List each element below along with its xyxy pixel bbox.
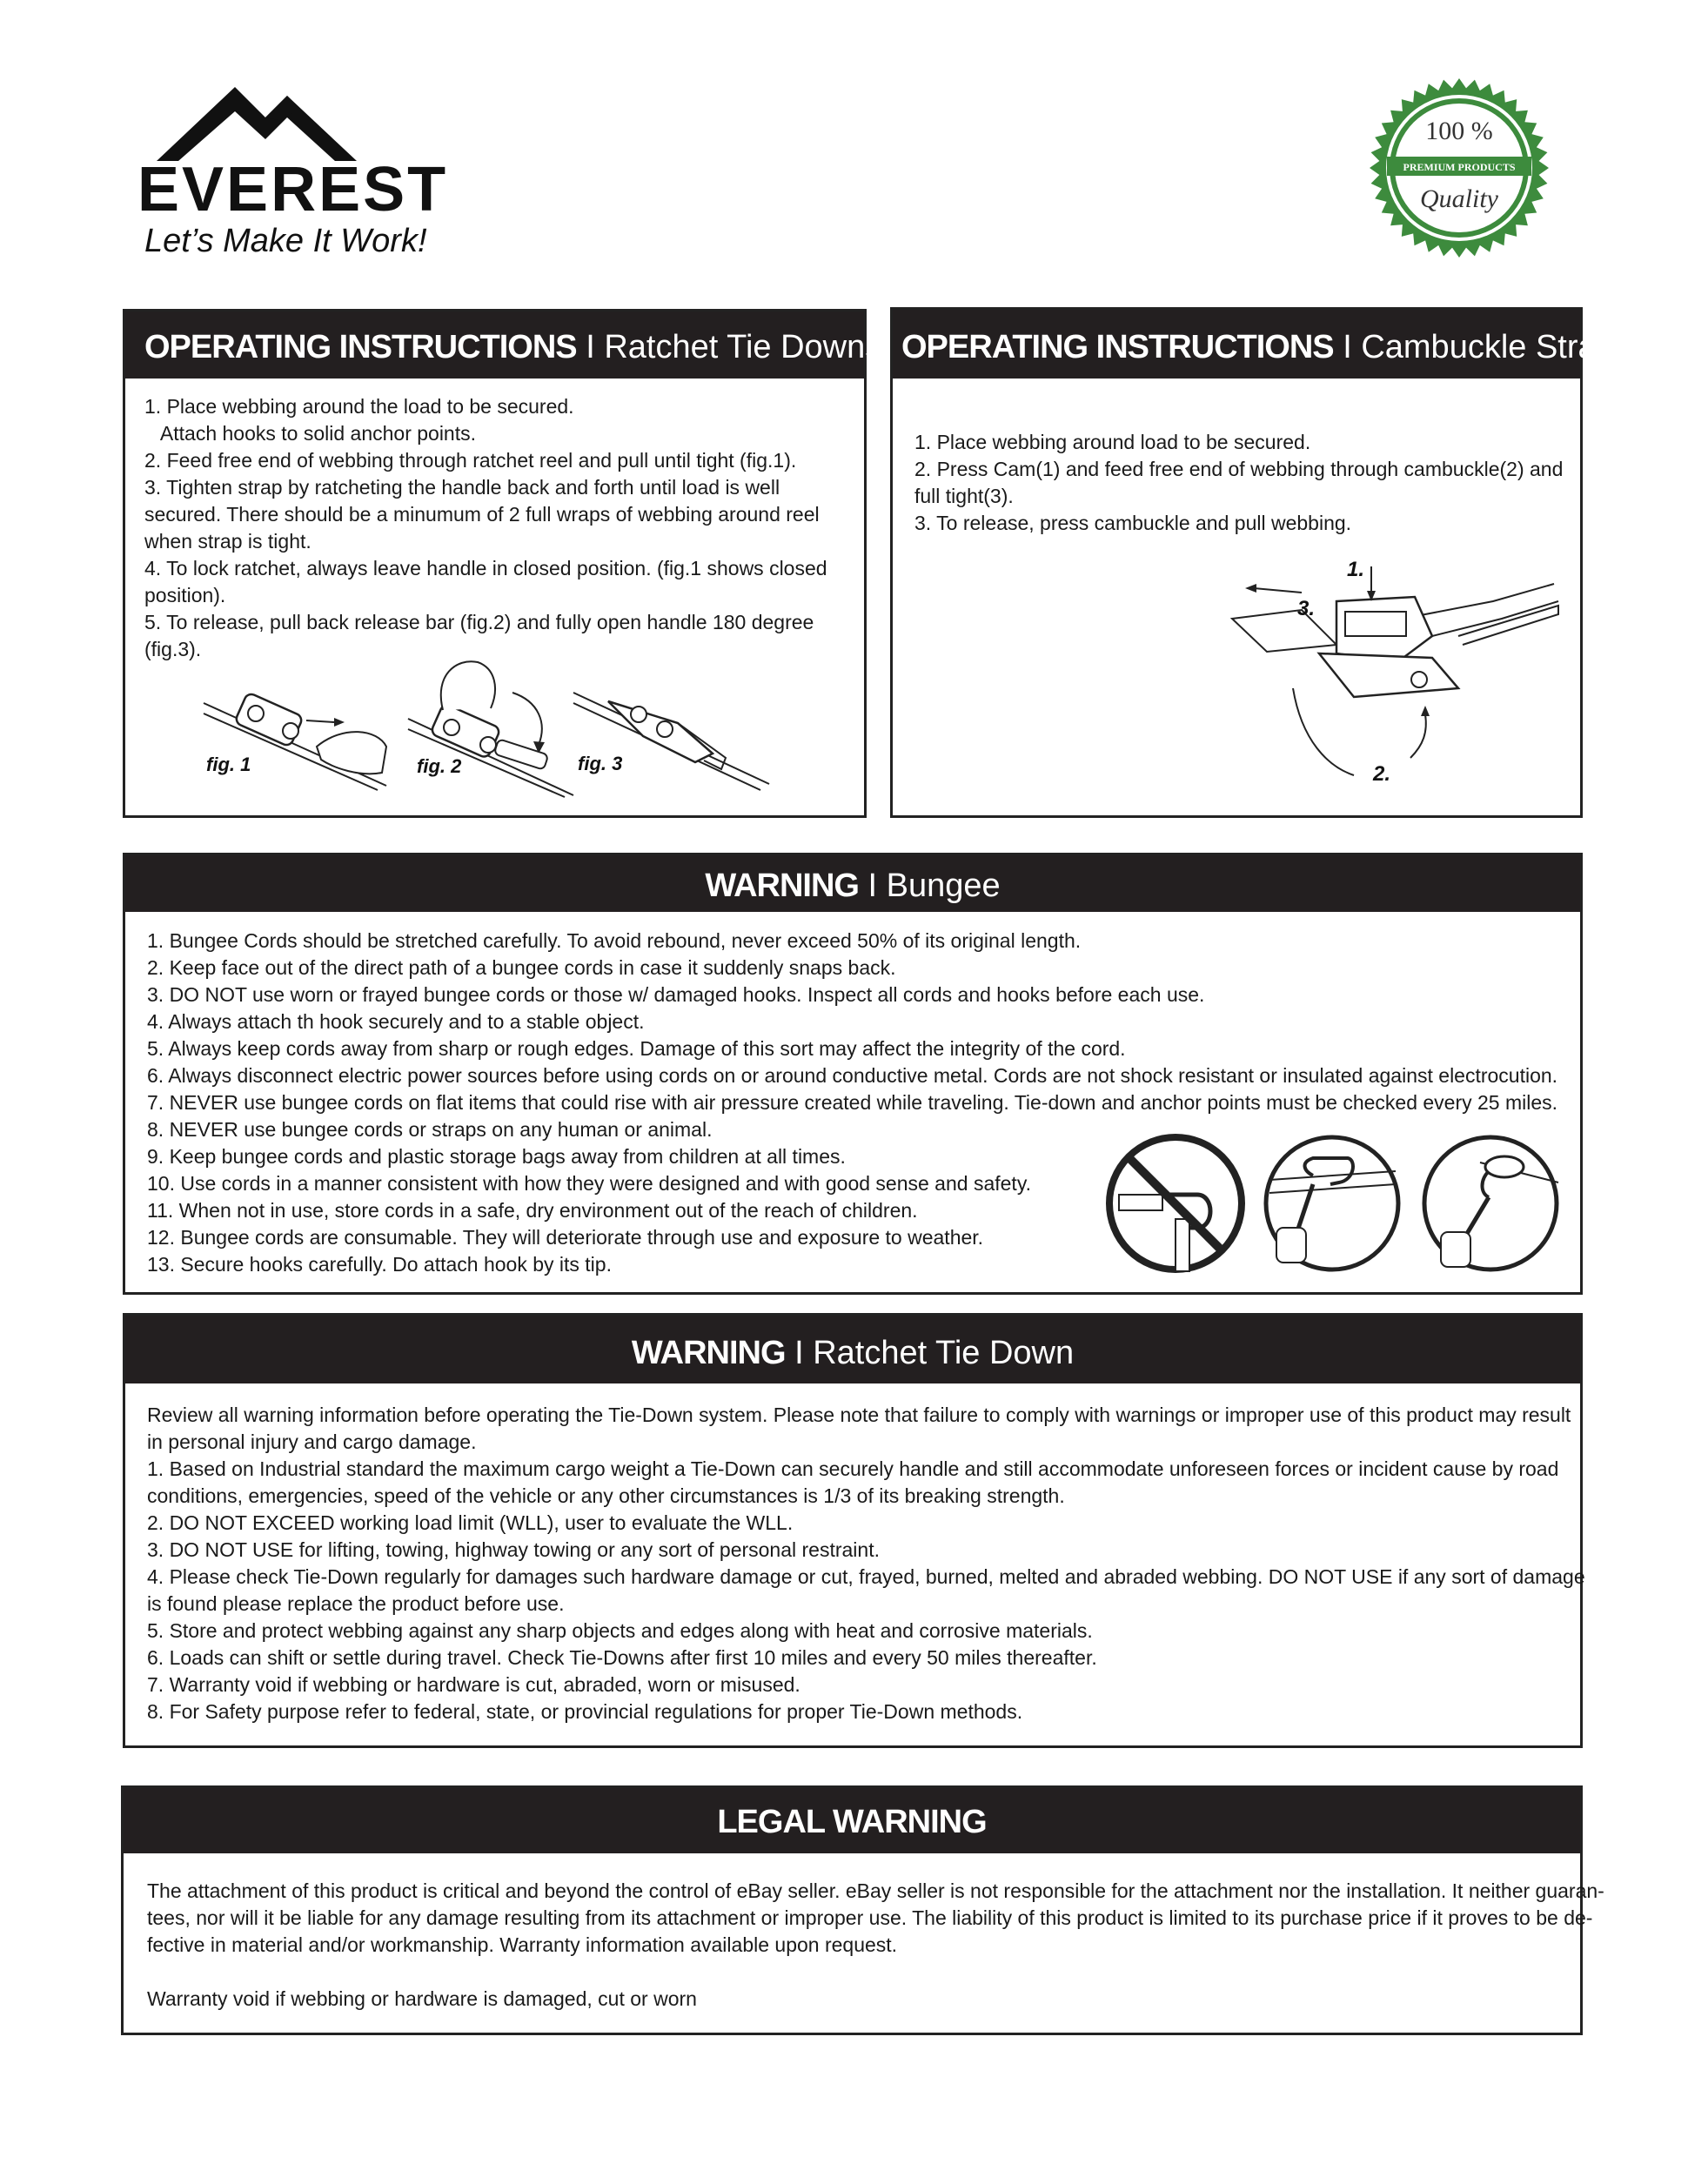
fig2-label: fig. 2 bbox=[417, 755, 462, 777]
text-line: The attachment of this product is critical and beyond the control of eBay seller. eBay seller is not responsible for the attachment nor the installation. It neither guaran- bbox=[147, 1879, 1604, 1902]
ratchet-fig3-illustration bbox=[573, 675, 774, 797]
seal-bottom-text: Quality bbox=[1420, 184, 1498, 213]
text-line: 9. Keep bungee cords and plastic storage bags away from children at all times. bbox=[147, 1145, 846, 1168]
text-line: when strap is tight. bbox=[144, 530, 311, 553]
text-line: 4. Please check Tie-Down regularly for damages such hardware damage or cut, frayed, burned, melted and abraded webbing. DO NOT USE if any sort of damage bbox=[147, 1565, 1585, 1588]
panel-header bbox=[125, 312, 882, 379]
header-bold: WARNING bbox=[631, 1335, 786, 1371]
text-line: 11. When not in use, store cords in a safe, dry environment out of the reach of children. bbox=[147, 1199, 918, 1222]
header-separator: I bbox=[576, 329, 605, 365]
fig1-label: fig. 1 bbox=[206, 754, 251, 775]
brand-tagline: Let’s Make It Work! bbox=[144, 223, 427, 259]
text-line: Review all warning information before operating the Tie-Down system. Please note that failure to comply with warnings or improper use of this product may result bbox=[147, 1404, 1571, 1426]
ratchet-warning-panel bbox=[123, 1313, 1583, 1748]
instruction-list bbox=[144, 393, 858, 663]
text-line: tees, nor will it be liable for any damage resulting from its attachment or improper use. The liability of this product is limited to its purchase price if it proves to be de- bbox=[147, 1906, 1593, 1929]
text-line: fective in material and/or workmanship. Warranty information available upon request. bbox=[147, 1933, 898, 1956]
text-line: 4. To lock ratchet, always leave handle in closed position. (fig.1 shows closed bbox=[144, 557, 827, 579]
cambuckle-illustration bbox=[1232, 549, 1563, 793]
text-line: 2. DO NOT EXCEED working load limit (WLL), user to evaluate the WLL. bbox=[147, 1511, 794, 1534]
text-line: 6. Loads can shift or settle during travel. Check Tie-Downs after first 10 miles and every 50 miles thereafter. bbox=[147, 1646, 1097, 1669]
header-bold: OPERATING INSTRUCTIONS bbox=[901, 329, 1334, 365]
text-line: 8. NEVER use bungee cords or straps on any human or animal. bbox=[147, 1118, 713, 1141]
header-subtitle: Bungee bbox=[886, 868, 1001, 904]
text-line: 4. Always attach th hook securely and to a stable object. bbox=[147, 1010, 645, 1033]
text-line: conditions, emergencies, speed of the vehicle or any other circumstances is 1/3 of its breaking strength. bbox=[147, 1484, 1065, 1507]
text-line: Warranty void if webbing or hardware is damaged, cut or worn bbox=[147, 1987, 697, 2010]
text-line: 1. Place webbing around the load to be secured. bbox=[144, 395, 574, 418]
text-line: 1. Bungee Cords should be stretched carefully. To avoid rebound, never exceed 50% of its original length. bbox=[147, 929, 1082, 952]
header-separator: I bbox=[858, 868, 887, 904]
everest-logo bbox=[122, 78, 487, 265]
text-line: is found please replace the product before use. bbox=[147, 1592, 565, 1615]
fig3-label: fig. 3 bbox=[578, 753, 623, 774]
text-line: full tight(3). bbox=[914, 485, 1014, 507]
text-line: 3. DO NOT use worn or frayed bungee cords or those w/ damaged hooks. Inspect all cords and hooks before each use. bbox=[147, 983, 1205, 1006]
header-title: LEGAL WARNING bbox=[717, 1804, 987, 1840]
text-line: 13. Secure hooks carefully. Do attach hook by its tip. bbox=[147, 1253, 612, 1276]
bungee-warning-panel bbox=[123, 853, 1583, 1295]
hook-on-bar-icon bbox=[1261, 1132, 1404, 1276]
header-separator: I bbox=[785, 1335, 814, 1371]
text-line: 2. Keep face out of the direct path of a bungee cords in case it suddenly snaps back. bbox=[147, 956, 896, 979]
mountain-icon bbox=[157, 78, 418, 165]
text-line: 2. Feed free end of webbing through ratchet reel and pull until tight (fig.1). bbox=[144, 449, 797, 472]
text-line: 7. Warranty void if webbing or hardware is cut, abraded, worn or misused. bbox=[147, 1673, 800, 1696]
text-line: (fig.3). bbox=[144, 638, 202, 660]
panel-header bbox=[125, 1316, 1580, 1383]
text-line: 5. To release, pull back release bar (fig.2) and fully open handle 180 degree bbox=[144, 611, 814, 633]
header-separator: I bbox=[1333, 329, 1362, 365]
text-line: 7. NEVER use bungee cords on flat items that could rise with air pressure created while traveling. Tie-down and anchor points must be checked every 25 miles. bbox=[147, 1091, 1558, 1114]
quality-seal bbox=[1368, 77, 1551, 259]
header-subtitle: Cambuckle Straps bbox=[1361, 329, 1631, 365]
seal-top-text: 100 % bbox=[1425, 117, 1493, 145]
text-line: 3. To release, press cambuckle and pull webbing. bbox=[914, 512, 1352, 534]
text-line: secured. There should be a minumum of 2 full wraps of webbing around reel bbox=[144, 503, 820, 526]
panel-header bbox=[125, 855, 1580, 912]
brand-name: EVEREST bbox=[137, 155, 449, 224]
text-line: 10. Use cords in a manner consistent with how they were designed and with good sense and safety. bbox=[147, 1172, 1031, 1195]
header-subtitle: Ratchet Tie Down bbox=[813, 1335, 1075, 1371]
text-line: 6. Always disconnect electric power sources before using cords on or around conductive metal. Cords are not shock resistant or insulated against electrocution. bbox=[147, 1064, 1558, 1087]
seal-middle-text: PREMIUM PRODUCTS bbox=[1403, 161, 1516, 173]
header-bold: WARNING bbox=[705, 868, 859, 904]
hook-on-tip-icon bbox=[1419, 1132, 1563, 1276]
text-line: 3. DO NOT USE for lifting, towing, highway towing or any sort of personal restraint. bbox=[147, 1538, 880, 1561]
header-bold: OPERATING INSTRUCTIONS bbox=[144, 329, 577, 365]
warning-list bbox=[147, 1402, 1585, 1725]
text-line: 12. Bungee cords are consumable. They will deteriorate through use and exposure to weather. bbox=[147, 1226, 984, 1249]
callout-1: 1. bbox=[1347, 558, 1365, 581]
panel-header bbox=[893, 310, 1631, 379]
header-subtitle: Ratchet Tie Downs bbox=[604, 329, 882, 365]
no-hook-icon bbox=[1102, 1132, 1249, 1276]
text-line: 8. For Safety purpose refer to federal, state, or provincial regulations for proper Tie-Down methods. bbox=[147, 1700, 1023, 1723]
panel-header bbox=[124, 1788, 1580, 1853]
callout-2: 2. bbox=[1373, 762, 1391, 786]
instruction-list bbox=[914, 429, 1576, 537]
text-line: 5. Always keep cords away from sharp or rough edges. Damage of this sort may affect the integrity of the cord. bbox=[147, 1037, 1126, 1060]
text-line: Attach hooks to solid anchor points. bbox=[144, 422, 477, 445]
text-line: 1. Based on Industrial standard the maximum cargo weight a Tie-Down can securely handle and still accommodate unforeseen forces or incident cause by road bbox=[147, 1457, 1559, 1480]
text-line: 3. Tighten strap by ratcheting the handle back and forth until load is well bbox=[144, 476, 780, 499]
text-line: position). bbox=[144, 584, 226, 606]
text-line bbox=[147, 1959, 1557, 1986]
callout-3: 3. bbox=[1297, 597, 1316, 620]
legal-warning-panel bbox=[121, 1785, 1604, 2035]
ratchet-operating-instructions-panel bbox=[123, 309, 882, 818]
cambuckle-operating-instructions-panel bbox=[890, 307, 1631, 818]
seal-badge-icon bbox=[1368, 77, 1551, 259]
legal-text bbox=[147, 1878, 1604, 2013]
text-line: 5. Store and protect webbing against any sharp objects and edges along with heat and corrosive materials. bbox=[147, 1619, 1093, 1642]
text-line: 2. Press Cam(1) and feed free end of webbing through cambuckle(2) and bbox=[914, 458, 1564, 480]
text-line: 1. Place webbing around load to be secured. bbox=[914, 431, 1311, 453]
text-line: in personal injury and cargo damage. bbox=[147, 1430, 477, 1453]
